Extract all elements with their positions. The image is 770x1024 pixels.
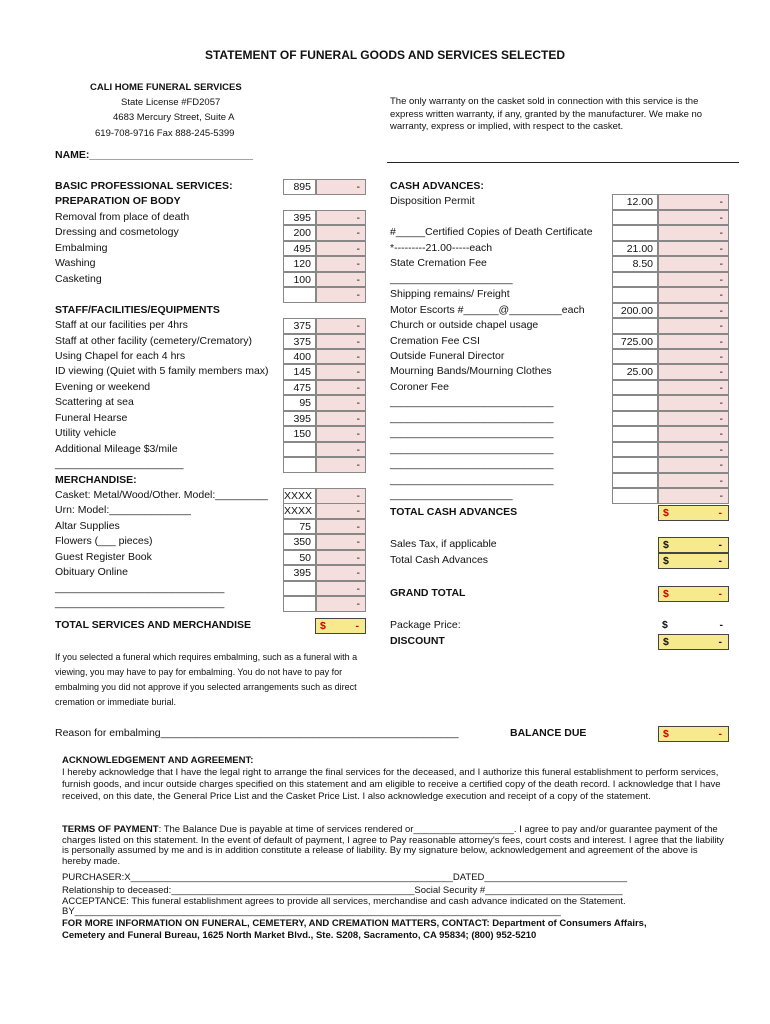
left_rows-row-label: _____________________________ — [55, 581, 225, 594]
left_rows-price-cell[interactable]: 120 — [283, 256, 316, 272]
left_rows-row-label: Embalming — [55, 241, 108, 254]
right_rows-row-label: ____________________________ — [390, 473, 554, 486]
left_rows-price-cell[interactable]: 75 — [283, 519, 316, 535]
right_rows-amount-cell[interactable]: - — [658, 395, 729, 411]
left_rows-price-cell[interactable]: 100 — [283, 272, 316, 288]
right_rows-row-label: Cremation Fee CSI — [390, 334, 480, 347]
business-address: 4683 Mercury Street, Suite A — [113, 112, 235, 123]
right_rows-amount-cell[interactable]: - — [658, 318, 729, 334]
right_rows-row-label: Disposition Permit — [390, 195, 475, 208]
left_rows-row-label: Staff at our facilities per 4hrs — [55, 319, 188, 332]
left_rows-amount-cell[interactable]: - — [316, 334, 366, 350]
grand-total-amount: $ - — [658, 586, 729, 602]
left_rows-amount-cell[interactable]: - — [316, 380, 366, 396]
right_rows-row-label: ____________________________ — [390, 396, 554, 409]
left_rows-amount-cell[interactable]: - — [316, 318, 366, 334]
right_rows-price-cell[interactable] — [612, 318, 658, 334]
left_rows-amount-cell[interactable]: - — [316, 503, 366, 519]
right_rows-price-cell[interactable]: 8.50 — [612, 256, 658, 272]
right_rows-row-label: ____________________________ — [390, 411, 554, 424]
left_rows-amount-cell[interactable]: - — [316, 349, 366, 365]
left_rows-price-cell[interactable]: 395 — [283, 210, 316, 226]
left_rows-price-cell[interactable]: 350 — [283, 534, 316, 550]
left_rows-amount-cell[interactable]: - — [316, 457, 366, 473]
left_rows-row-label: MERCHANDISE: — [55, 473, 137, 486]
left_rows-price-cell[interactable]: XXXX — [283, 488, 316, 504]
left_rows-row-label: STAFF/FACILITIES/EQUIPMENTS — [55, 303, 220, 316]
right_rows-amount-cell[interactable]: - — [658, 457, 729, 473]
left_rows-price-cell[interactable] — [283, 581, 316, 597]
name-field[interactable]: NAME:____________________________ — [55, 149, 253, 161]
right_rows-price-cell[interactable] — [612, 380, 658, 396]
relationship-line[interactable]: Relationship to deceased:______________________________________________Social Security #__________________________ — [62, 885, 623, 896]
total-cash-label: TOTAL CASH ADVANCES — [390, 506, 518, 518]
left_rows-amount-cell[interactable]: - — [316, 272, 366, 288]
left_rows-row-label: Scattering at sea — [55, 396, 134, 409]
warranty-text: The only warranty on the casket sold in connection with this service is the express written warranty, if any, granted by the manufacturer. We make no warranty, express or implied, with respect to the casket. — [390, 96, 703, 132]
right_rows-row-label: ____________________________ — [390, 458, 554, 471]
right_rows-price-cell[interactable]: 725.00 — [612, 334, 658, 350]
left_rows-row-label: Casketing — [55, 272, 102, 285]
right_rows-row-label: State Cremation Fee — [390, 257, 487, 270]
right_rows-amount-cell[interactable]: - — [658, 210, 729, 226]
left_rows-amount-cell[interactable]: - — [316, 225, 366, 241]
left_rows-row-label: BASIC PROFESSIONAL SERVICES: — [55, 180, 233, 192]
right_rows-row-label: Shipping remains/ Freight — [390, 288, 510, 301]
left_rows-price-cell[interactable]: 395 — [283, 411, 316, 427]
left_rows-row-label: Flowers (___ pieces) — [55, 535, 153, 548]
business-license: State License #FD2057 — [121, 97, 221, 108]
right_rows-price-cell[interactable] — [612, 349, 658, 365]
balance-due-amount: $ - — [658, 726, 729, 742]
total-services-amount: $ - — [315, 618, 366, 634]
left_rows-row-label: PREPARATION OF BODY — [55, 195, 181, 208]
left_rows-amount-cell[interactable]: - — [316, 395, 366, 411]
left_rows-row-label: _____________________________ — [55, 597, 225, 610]
left_rows-amount-cell[interactable]: - — [316, 210, 366, 226]
document-title: STATEMENT OF FUNERAL GOODS AND SERVICES SELECTED — [204, 48, 566, 62]
left_rows-row-label: Evening or weekend — [55, 380, 151, 393]
right_rows-price-cell[interactable] — [612, 287, 658, 303]
left_rows-price-cell[interactable] — [283, 596, 316, 612]
right_rows-row-label: _____________________ — [390, 272, 513, 285]
total-services-label: TOTAL SERVICES AND MERCHANDISE — [55, 619, 252, 631]
ack-heading: ACKNOWLEDGEMENT AND AGREEMENT: — [62, 755, 254, 766]
right_rows-row-label: Motor Escorts #______@_________each — [390, 303, 585, 316]
left_rows-amount-cell[interactable]: - — [316, 565, 366, 581]
by-line[interactable]: BY____________________________________________________________________________________________ — [62, 906, 561, 917]
left_rows-price-cell[interactable]: XXXX — [283, 503, 316, 519]
right_rows-price-cell[interactable] — [612, 426, 658, 442]
left_rows-row-label: Staff at other facility (cemetery/Crematory) — [55, 334, 253, 347]
sales-tax-label: Sales Tax, if applicable — [390, 538, 497, 550]
right_rows-amount-cell[interactable]: - — [658, 426, 729, 442]
left_rows-price-cell[interactable] — [283, 287, 316, 303]
right_rows-row-label: *---------21.00-----each — [390, 241, 493, 254]
right_rows-amount-cell[interactable]: - — [658, 303, 729, 319]
right_rows-row-label: _____________________ — [390, 489, 513, 501]
left_rows-price-cell[interactable] — [283, 442, 316, 458]
right_rows-price-cell[interactable] — [612, 473, 658, 489]
right_rows-price-cell[interactable]: 12.00 — [612, 194, 658, 210]
right_rows-row-label: Mourning Bands/Mourning Clothes — [390, 365, 552, 378]
left_rows-row-label: Using Chapel for each 4 hrs — [55, 349, 186, 362]
left_rows-amount-cell[interactable]: - — [316, 364, 366, 380]
left_rows-price-cell[interactable]: 400 — [283, 349, 316, 365]
left_rows-row-label: Guest Register Book — [55, 550, 152, 563]
right_rows-price-cell[interactable] — [612, 225, 658, 241]
purchaser-line[interactable]: PURCHASER:X_____________________________________________________________DATED___________________________ — [62, 872, 628, 883]
sales-tax-amount: $ - — [658, 537, 729, 553]
right_rows-price-cell[interactable] — [612, 488, 658, 504]
right_rows-row-label: CASH ADVANCES: — [390, 180, 484, 192]
right_rows-row-label: #_____Certified Copies of Death Certificate — [390, 226, 593, 239]
right_rows-amount-cell[interactable]: - — [658, 287, 729, 303]
right_rows-price-cell[interactable] — [612, 457, 658, 473]
left_rows-amount-cell[interactable]: - — [316, 241, 366, 257]
embalming-note: If you selected a funeral which requires embalming, such as a funeral with a viewing, you may have to pay for embalming. You do not have to pay for embalming you did not approve if you selected arrangements such as direct cremation or immediate burial. — [55, 652, 358, 707]
left_rows-amount-cell[interactable]: - — [316, 179, 366, 195]
total-cash2-amount: $ - — [658, 553, 729, 569]
discount-label: DISCOUNT — [390, 635, 445, 647]
contact-line-2: Cemetery and Funeral Bureau, 1625 North Market Blvd., Ste. S208, Sacramento, CA 95834; (800) 952-5210 — [62, 930, 537, 941]
reason-embalming-field[interactable]: Reason for embalming___________________________________________________ — [55, 727, 459, 739]
terms-text: TERMS OF PAYMENT: The Balance Due is payable at time of services rendered or___________________. I agree to pay and/or guarantee payment of the charges listed on this statement. In the event of default of payment, I agree to Pay reasonable attorney's fees, court costs and interest. I agree that the liability is personally assumed by me and is in addition constitute a release of liability. By my signature below, acknowledgement and agreement of the above is hereby made. — [62, 824, 724, 867]
right_rows-amount-cell[interactable]: - — [658, 241, 729, 257]
right_rows-price-cell[interactable]: 200.00 — [612, 303, 658, 319]
right_rows-amount-cell[interactable]: - — [658, 272, 729, 288]
right_rows-amount-cell[interactable]: - — [658, 364, 729, 380]
name-divider — [387, 162, 739, 163]
left_rows-price-cell[interactable]: 200 — [283, 225, 316, 241]
left_rows-amount-cell[interactable]: - — [316, 256, 366, 272]
left_rows-row-label: Removal from place of death — [55, 210, 190, 223]
right_rows-price-cell[interactable]: 21.00 — [612, 241, 658, 257]
left_rows-amount-cell[interactable]: - — [316, 411, 366, 427]
package-price-amount: $ - — [662, 619, 723, 631]
right_rows-price-cell[interactable] — [612, 411, 658, 427]
left_rows-amount-cell[interactable]: - — [316, 442, 366, 458]
left_rows-amount-cell[interactable]: - — [316, 488, 366, 504]
business-name: CALI HOME FUNERAL SERVICES — [90, 82, 242, 93]
right_rows-row-label: ____________________________ — [390, 427, 554, 440]
grand-total-label: GRAND TOTAL — [390, 587, 466, 599]
left_rows-row-label: Utility vehicle — [55, 427, 117, 440]
acceptance-line: ACCEPTANCE: This funeral establishment agrees to provide all services, merchandise and cash advance indicated on the Statement. — [62, 896, 626, 907]
package-price-label: Package Price: — [390, 619, 461, 631]
left_rows-price-cell[interactable]: 95 — [283, 395, 316, 411]
right_rows-amount-cell[interactable]: - — [658, 411, 729, 427]
left_rows-amount-cell[interactable]: - — [316, 287, 366, 303]
ack-text: I hereby acknowledge that I have the legal right to arrange the final services for the deceased, and I authorize this funeral establishment to perform services, furnish goods, and incur outside charges specified on this statement and am eligible to receive a certified copy of the death record. I acknowledge that I have received, on this date, the General Price List and the Casket Price List. I also acknowledge execution and receipt of a copy of the statement. — [62, 767, 721, 803]
left_rows-price-cell[interactable]: 150 — [283, 426, 316, 442]
left_rows-row-label: Funeral Hearse — [55, 411, 128, 424]
right_rows-price-cell[interactable] — [612, 210, 658, 226]
left_rows-price-cell[interactable]: 895 — [283, 179, 316, 195]
right_rows-amount-cell[interactable]: - — [658, 473, 729, 489]
right_rows-row-label: ____________________________ — [390, 442, 554, 455]
right_rows-amount-cell[interactable]: - — [658, 194, 729, 210]
right_rows-row-label: Coroner Fee — [390, 380, 449, 393]
left_rows-amount-cell[interactable]: - — [316, 426, 366, 442]
left_rows-amount-cell[interactable]: - — [316, 596, 366, 612]
right_rows-amount-cell[interactable]: - — [658, 442, 729, 458]
left_rows-price-cell[interactable]: 375 — [283, 334, 316, 350]
right_rows-row-label: Church or outside chapel usage — [390, 319, 539, 332]
right_rows-price-cell[interactable] — [612, 442, 658, 458]
left_rows-row-label: Casket: Metal/Wood/Other. Model:_________ — [55, 489, 268, 501]
total-cash2-label: Total Cash Advances — [390, 554, 489, 566]
left_rows-price-cell[interactable]: 50 — [283, 550, 316, 566]
right_rows-amount-cell[interactable]: - — [658, 225, 729, 241]
discount-amount: $ - — [658, 634, 729, 650]
total-cash-amount: $ - — [658, 505, 729, 521]
left_rows-price-cell[interactable]: 475 — [283, 380, 316, 396]
balance-due-label: BALANCE DUE — [510, 727, 587, 739]
contact-line-1: FOR MORE INFORMATION ON FUNERAL, CEMETERY, AND CREMATION MATTERS, CONTACT: Department of Consumers Affairs, — [62, 918, 647, 929]
left_rows-row-label: Urn: Model:______________ — [55, 504, 192, 517]
right_rows-amount-cell[interactable]: - — [658, 349, 729, 365]
left_rows-amount-cell[interactable]: - — [316, 519, 366, 535]
right_rows-amount-cell[interactable]: - — [658, 256, 729, 272]
left_rows-row-label: Altar Supplies — [55, 519, 120, 532]
left_rows-row-label: ID viewing (Quiet with 5 family members max) — [55, 365, 269, 378]
left_rows-row-label: Washing — [55, 257, 96, 270]
right_rows-price-cell[interactable] — [612, 395, 658, 411]
left_rows-price-cell[interactable] — [283, 457, 316, 473]
left_rows-amount-cell[interactable]: - — [316, 534, 366, 550]
left_rows-price-cell[interactable]: 375 — [283, 318, 316, 334]
left_rows-price-cell[interactable]: 495 — [283, 241, 316, 257]
right_rows-price-cell[interactable] — [612, 272, 658, 288]
left_rows-amount-cell[interactable]: - — [316, 581, 366, 597]
left_rows-row-label: ______________________ — [55, 458, 184, 471]
left_rows-row-label: Additional Mileage $3/mile — [55, 442, 178, 455]
right_rows-amount-cell[interactable]: - — [658, 334, 729, 350]
left_rows-row-label: Obituary Online — [55, 566, 128, 579]
right_rows-amount-cell[interactable]: - — [658, 488, 729, 504]
left_rows-amount-cell[interactable]: - — [316, 550, 366, 566]
business-phone: 619-708-9716 Fax 888-245-5399 — [95, 128, 235, 139]
left_rows-price-cell[interactable]: 395 — [283, 565, 316, 581]
left_rows-price-cell[interactable]: 145 — [283, 364, 316, 380]
right_rows-row-label: Outside Funeral Director — [390, 349, 505, 362]
right_rows-amount-cell[interactable]: - — [658, 380, 729, 396]
left_rows-row-label: Dressing and cosmetology — [55, 226, 179, 239]
right_rows-price-cell[interactable]: 25.00 — [612, 364, 658, 380]
